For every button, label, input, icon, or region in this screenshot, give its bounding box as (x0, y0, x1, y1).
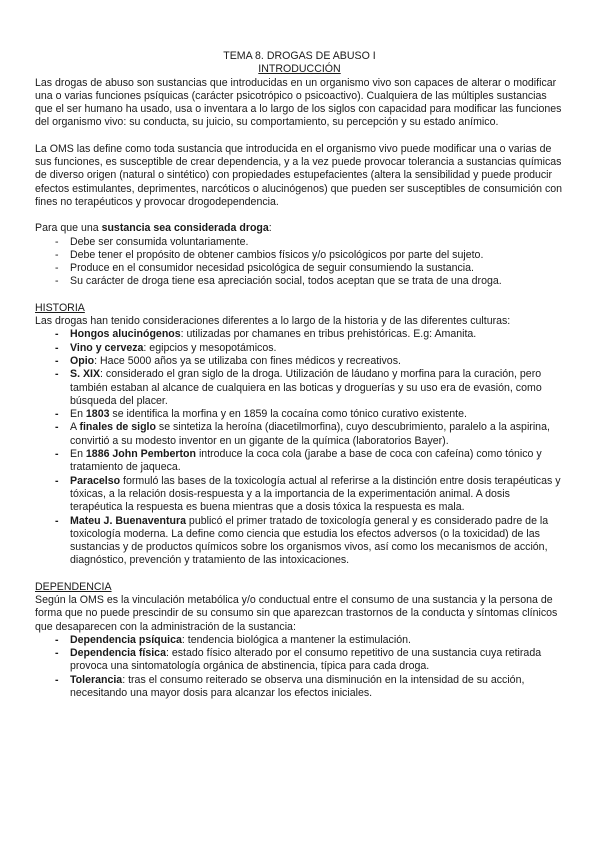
list-item: - Hongos alucinógenos: utilizadas por chamanes en tribus prehistóricas. E.g: Amanita. (70, 328, 564, 341)
historia-heading: HISTORIA (35, 301, 85, 314)
intro-paragraph-2: La OMS las define como toda sustancia que introducida en el organismo vivo puede modificar una o varias de sus funciones, es susceptible de crear dependencia, y a la vez puede provocar tolerancia a sustancias químicas de diverso origen (natural o sintético) con propiedades estupefacientes (altera la sensibilidad y puede producir efectos estimulantes, deprimentes, narcóticos o alucinógenos) que pueden ser susceptibles de consumición con fines no terapéuticos y provocar drogodependencia. (35, 142, 563, 208)
criteria-lead (35, 222, 564, 235)
list-item: - Dependencia psíquica: tendencia biológica a mantener la estimulación. (70, 634, 564, 647)
intro-heading: INTRODUCCIÓN (258, 63, 341, 76)
dependencia-heading: DEPENDENCIA (35, 580, 112, 593)
list-item: - Mateu J. Buenaventura publicó el primer tratado de toxicología general y es considerado padre de la toxicología moderna. La define como ciencia que estudia los efectos adversos (o la toxicidad) de las sustancias y de productos químicos sobre los organismos vivos, así como los mecanismos de acción, diagnóstico, prevención y tratamiento de las intoxicaciones. (70, 515, 564, 568)
list-item: - Dependencia física: estado físico alterado por el consumo repetitivo de una sustancia cuya retirada provoca una sintomatología orgánica de abstinencia, típica para cada droga. (70, 647, 564, 674)
list-item: - Produce en el consumidor necesidad psicológica de seguir consumiendo la sustancia. (70, 262, 564, 275)
historia-intro: Las drogas han tenido consideraciones diferentes a lo largo de la historia y de las diferentes culturas: (35, 315, 511, 328)
list-item: - A finales de siglo se sintetiza la heroína (diacetilmorfina), cuyo descubrimiento, paralelo a la aspirina, convirtió a su modesto inventor en un gigante de la química (laboratorios Bayer). (70, 421, 564, 448)
list-item: - Su carácter de droga tiene esa apreciación social, todos aceptan que se trata de una droga. (70, 275, 564, 288)
list-item: - Tolerancia: tras el consumo reiterado se observa una disminución en la intensidad de su acción, necesitando una mayor dosis para alcanzar los efectos iniciales. (70, 674, 564, 701)
list-item: - Debe tener el propósito de obtener cambios físicos y/o psicológicos por parte del sujeto. (70, 249, 564, 262)
list-item: - En 1886 John Pemberton introduce la coca cola (jarabe a base de coca con cafeína) como tónico y tratamiento de jaqueca. (70, 448, 564, 475)
historia-list (35, 328, 564, 567)
criteria-list (35, 236, 564, 289)
list-item: - Paracelso formuló las bases de la toxicología actual al referirse a la distinción entre dosis terapéuticas y tóxicas, a la relación dosis-respuesta y a la importancia de la experimentación animal. A dosis terapéutica la respuesta es buena mientras que a dosis tóxica la respuesta es mala. (70, 475, 564, 515)
list-item: - En 1803 se identifica la morfina y en 1859 la cocaína como tónico curativo existente. (70, 408, 564, 421)
list-item: - Opio: Hace 5000 años ya se utilizaba con fines médicos y recreativos. (70, 355, 564, 368)
criteria-lead-bold: sustancia sea considerada droga (101, 222, 269, 235)
dependencia-list (35, 634, 564, 700)
list-item: - Vino y cerveza: egipcios y mesopotámicos. (70, 342, 564, 355)
document-title: TEMA 8. DROGAS DE ABUSO I (223, 50, 376, 62)
intro-paragraph-1: Las drogas de abuso son sustancias que introducidas en un organismo vivo son capaces de alterar o modificar una o varias funciones psíquicas (carácter psicotrópico o psicoactivo). Cualquiera de las múltiples sustancias que el ser humano ha usado, usa o inventara a lo largo de los siglos con capacidad para modificar las funciones del organismo vivo: su conducta, su juicio, su comportamiento, su percepción y su estado anímico. (35, 76, 562, 129)
dependencia-intro: Según la OMS es la vinculación metabólica y/o conductual entre el consumo de una sustancia y la persona de forma que no puede prescindir de su consumo sin que aparezcan trastornos de la conducta y síntomas clínicos que desaparecen con la administración de la sustancia: (35, 593, 558, 633)
list-item: - S. XIX: considerado el gran siglo de la droga. Utilización de láudano y morfina para la curación, pero también estaban al alcance de cualquiera en las boticas y droguerías y su uso era de evasión, como búsqueda del placer. (70, 368, 564, 408)
list-item: - Debe ser consumida voluntariamente. (70, 236, 564, 249)
criteria-lead-pre: Para que una (35, 222, 102, 235)
criteria-lead-post: : (268, 222, 272, 235)
